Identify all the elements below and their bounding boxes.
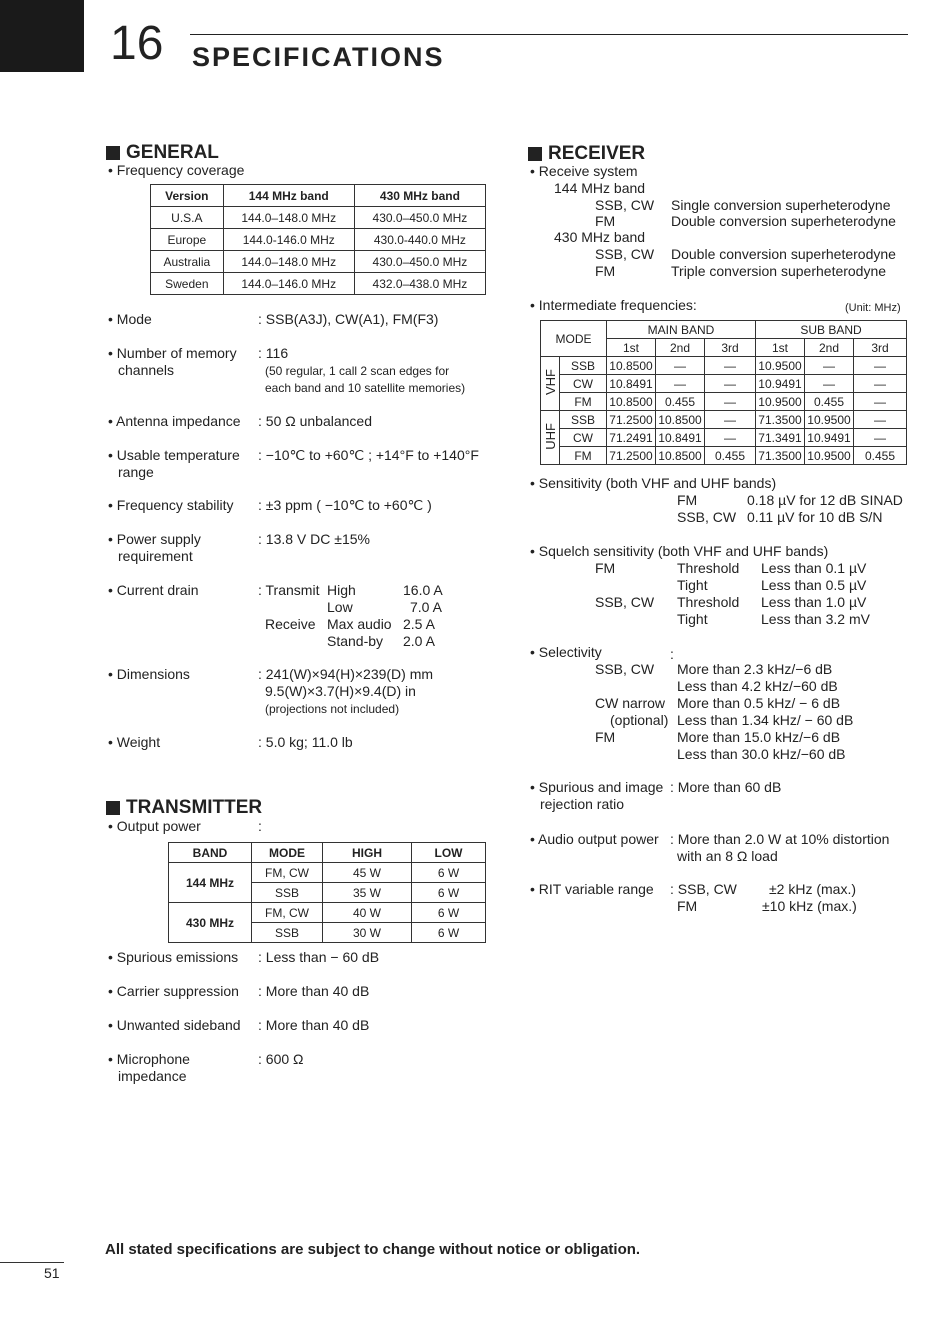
power-supply-label-2: requirement <box>118 548 193 564</box>
sensitivity-ssb-value: 0.11 µV for 10 dB S/N <box>747 509 883 525</box>
mode-value: : SSB(A3J), CW(A1), FM(F3) <box>258 311 439 327</box>
weight-label: • Weight <box>108 734 161 750</box>
table-row: U.S.A 144.0–148.0 MHz 430.0–450.0 MHz <box>151 207 486 229</box>
rit-fm-value: ±10 kHz (max.) <box>762 898 857 914</box>
sys-mode-3: SSB, CW <box>595 246 655 262</box>
squelch-value-4: Less than 3.2 mV <box>761 611 870 627</box>
header-rule <box>190 34 908 35</box>
unwanted-sideband-value: : More than 40 dB <box>258 1017 370 1033</box>
rit-ssb-value: ±2 kHz (max.) <box>769 881 857 897</box>
sys-mode-4: FM <box>595 263 616 279</box>
sensitivity-ssb: SSB, CW <box>677 509 737 525</box>
rit-ssb: : SSB, CW <box>670 881 737 897</box>
sys-mode-1: SSB, CW <box>595 197 655 213</box>
current-high: High <box>327 582 356 598</box>
table-header-row: 1st 2nd 3rd 1st 2nd 3rd <box>541 339 907 357</box>
selectivity-value-2: Less than 4.2 kHz/−60 dB <box>677 678 838 694</box>
selectivity-fm: FM <box>595 729 616 745</box>
spurious-image-value: : More than 60 dB <box>670 779 782 795</box>
section-square-icon <box>106 801 120 815</box>
selectivity-label: • Selectivity <box>530 644 602 660</box>
carrier-suppression-label: • Carrier suppression <box>108 983 239 999</box>
selectivity-value-3: More than 0.5 kHz/ − 6 dB <box>677 695 841 711</box>
page-title: SPECIFICATIONS <box>192 42 445 72</box>
table-row: FM 10.8500 0.455 — 10.9500 0.455 — <box>541 393 907 411</box>
if-unit: (Unit: MHz) <box>845 302 901 314</box>
memory-label-2: channels <box>118 362 175 378</box>
sys-desc-2: Double conversion superheterodyne <box>671 213 896 229</box>
squelch-threshold-2: Threshold <box>677 594 740 610</box>
microphone-label: • Microphone <box>108 1051 190 1067</box>
table-header-row: Version 144 MHz band 430 MHz band <box>151 185 486 207</box>
frequency-coverage-table <box>150 184 486 295</box>
band-430-label: 430 MHz band <box>554 229 646 245</box>
output-power-colon: : <box>258 818 262 834</box>
table-row: CW 71.2491 10.8491 — 71.3491 10.9491 — <box>541 429 907 447</box>
unwanted-sideband-label: • Unwanted sideband <box>108 1017 241 1033</box>
general-heading: GENERAL <box>106 142 219 164</box>
table-row: Europe 144.0-146.0 MHz 430.0-440.0 MHz <box>151 229 486 251</box>
temperature-label: • Usable temperature <box>108 447 240 463</box>
table-row: CW 10.8491 — — 10.9491 — — <box>541 375 907 393</box>
squelch-threshold-1: Threshold <box>677 560 740 576</box>
footer-notice: All stated specifications are subject to change without notice or obligation. <box>105 1241 641 1258</box>
sys-desc-4: Triple conversion superheterodyne <box>671 263 887 279</box>
temperature-value: : −10℃ to +60℃ ; +14°F to +140°F <box>258 447 479 463</box>
output-power-label: • Output power <box>108 818 201 834</box>
sensitivity-fm-value: 0.18 µV for 12 dB SINAD <box>747 492 903 508</box>
squelch-tight-1: Tight <box>677 577 708 593</box>
page-number: 51 <box>44 1265 60 1281</box>
freq-coverage-label: • Frequency coverage <box>108 162 245 178</box>
selectivity-cw-narrow: CW narrow <box>595 695 666 711</box>
current-max-value: 2.5 A <box>403 616 435 632</box>
selectivity-optional: (optional) <box>610 712 669 728</box>
table-row: SSB 35 W 6 W <box>169 883 486 903</box>
selectivity-value-5: More than 15.0 kHz/−6 dB <box>677 729 841 745</box>
current-standby-value: 2.0 A <box>403 633 435 649</box>
spurious-emissions-label: • Spurious emissions <box>108 949 239 965</box>
current-high-value: 16.0 A <box>403 582 443 598</box>
audio-output-value-2: with an 8 Ω load <box>677 848 778 864</box>
table-row: 144 MHz FM, CW 45 W 6 W <box>169 863 486 883</box>
antenna-label: • Antenna impedance <box>108 413 241 429</box>
table-header-row: BAND MODE HIGH LOW <box>169 843 486 863</box>
audio-output-value: : More than 2.0 W at 10% distortion <box>670 831 890 847</box>
sys-mode-2: FM <box>595 213 616 229</box>
current-standby: Stand-by <box>327 633 384 649</box>
output-power-table <box>168 842 486 943</box>
table-row: Sweden 144.0–146.0 MHz 432.0–438.0 MHz <box>151 273 486 295</box>
sensitivity-fm: FM <box>677 492 698 508</box>
squelch-value-3: Less than 1.0 µV <box>761 594 867 610</box>
spurious-image-label: • Spurious and image <box>530 779 664 795</box>
rit-fm: FM <box>677 898 698 914</box>
table-row: FM 71.2500 10.8500 0.455 71.3500 10.9500 0.455 <box>541 447 907 465</box>
selectivity-value-1: More than 2.3 kHz/−6 dB <box>677 661 833 677</box>
power-supply-label: • Power supply <box>108 531 201 547</box>
table-row: Australia 144.0–148.0 MHz 430.0–450.0 MHz <box>151 251 486 273</box>
transmitter-heading: TRANSMITTER <box>106 797 262 819</box>
current-max-audio: Max audio <box>327 616 392 632</box>
current-low: Low <box>327 599 353 615</box>
sys-desc-1: Single conversion superheterodyne <box>671 197 891 213</box>
current-transmit: : Transmit <box>258 582 320 598</box>
stability-label: • Frequency stability <box>108 497 234 513</box>
current-low-value: 7.0 A <box>410 599 442 615</box>
sys-desc-3: Double conversion superheterodyne <box>671 246 896 262</box>
if-label: • Intermediate frequencies: <box>530 297 697 313</box>
mode-label: • Mode <box>108 311 152 327</box>
squelch-tight-2: Tight <box>677 611 708 627</box>
carrier-suppression-value: : More than 40 dB <box>258 983 370 999</box>
uhf-label: UHF <box>542 422 558 450</box>
selectivity-ssb: SSB, CW <box>595 661 655 677</box>
receiver-heading: RECEIVER <box>528 143 645 165</box>
rit-label: • RIT variable range <box>530 881 654 897</box>
memory-note-2: each band and 10 satellite memories) <box>265 381 466 395</box>
dimensions-label: • Dimensions <box>108 666 190 682</box>
selectivity-value-6: Less than 30.0 kHz/−60 dB <box>677 746 846 762</box>
microphone-value: : 600 Ω <box>258 1051 304 1067</box>
selectivity-colon: : <box>670 646 674 662</box>
band-144-label: 144 MHz band <box>554 180 646 196</box>
squelch-label: • Squelch sensitivity (both VHF and UHF bands) <box>530 543 829 559</box>
memory-value: : 116 <box>258 345 289 361</box>
microphone-label-2: impedance <box>118 1068 187 1084</box>
footer-rule <box>0 1262 64 1263</box>
stability-value: : ±3 ppm ( −10℃ to +60℃ ) <box>258 497 432 513</box>
memory-label: • Number of memory <box>108 345 237 361</box>
dimensions-value-2: 9.5(W)×3.7(H)×9.4(D) in <box>265 683 416 699</box>
table-row: 430 MHz FM, CW 40 W 6 W <box>169 903 486 923</box>
spurious-emissions-value: : Less than − 60 dB <box>258 949 380 965</box>
sensitivity-label: • Sensitivity (both VHF and UHF bands) <box>530 475 777 491</box>
selectivity-value-4: Less than 1.34 kHz/ − 60 dB <box>677 712 854 728</box>
squelch-value-2: Less than 0.5 µV <box>761 577 867 593</box>
power-supply-value: : 13.8 V DC ±15% <box>258 531 370 547</box>
table-row: UHF SSB 71.2500 10.8500 — 71.3500 10.9500 — <box>541 411 907 429</box>
squelch-fm: FM <box>595 560 616 576</box>
weight-value: : 5.0 kg; 11.0 lb <box>258 734 353 750</box>
chapter-tab <box>0 0 84 72</box>
audio-output-label: • Audio output power <box>530 831 659 847</box>
current-drain-label: • Current drain <box>108 582 199 598</box>
dimensions-value: : 241(W)×94(H)×239(D) mm <box>258 666 434 682</box>
table-row: VHF SSB 10.8500 — — 10.9500 — — <box>541 357 907 375</box>
receive-system-label: • Receive system <box>530 163 638 179</box>
if-table <box>540 320 907 465</box>
squelch-value-1: Less than 0.1 µV <box>761 560 867 576</box>
section-square-icon <box>528 147 542 161</box>
antenna-value: : 50 Ω unbalanced <box>258 413 372 429</box>
memory-note: (50 regular, 1 call 2 scan edges for <box>265 364 450 378</box>
table-row: SSB 30 W 6 W <box>169 923 486 943</box>
current-receive: Receive <box>265 616 316 632</box>
chapter-number: 16 <box>110 17 164 70</box>
table-header-row: MODE MAIN BAND SUB BAND <box>541 321 907 339</box>
temperature-label-2: range <box>118 464 154 480</box>
dimensions-note: (projections not included) <box>265 702 400 716</box>
squelch-ssb: SSB, CW <box>595 594 655 610</box>
spurious-image-label-2: rejection ratio <box>540 796 625 812</box>
vhf-label: VHF <box>542 369 558 395</box>
section-square-icon <box>106 146 120 160</box>
